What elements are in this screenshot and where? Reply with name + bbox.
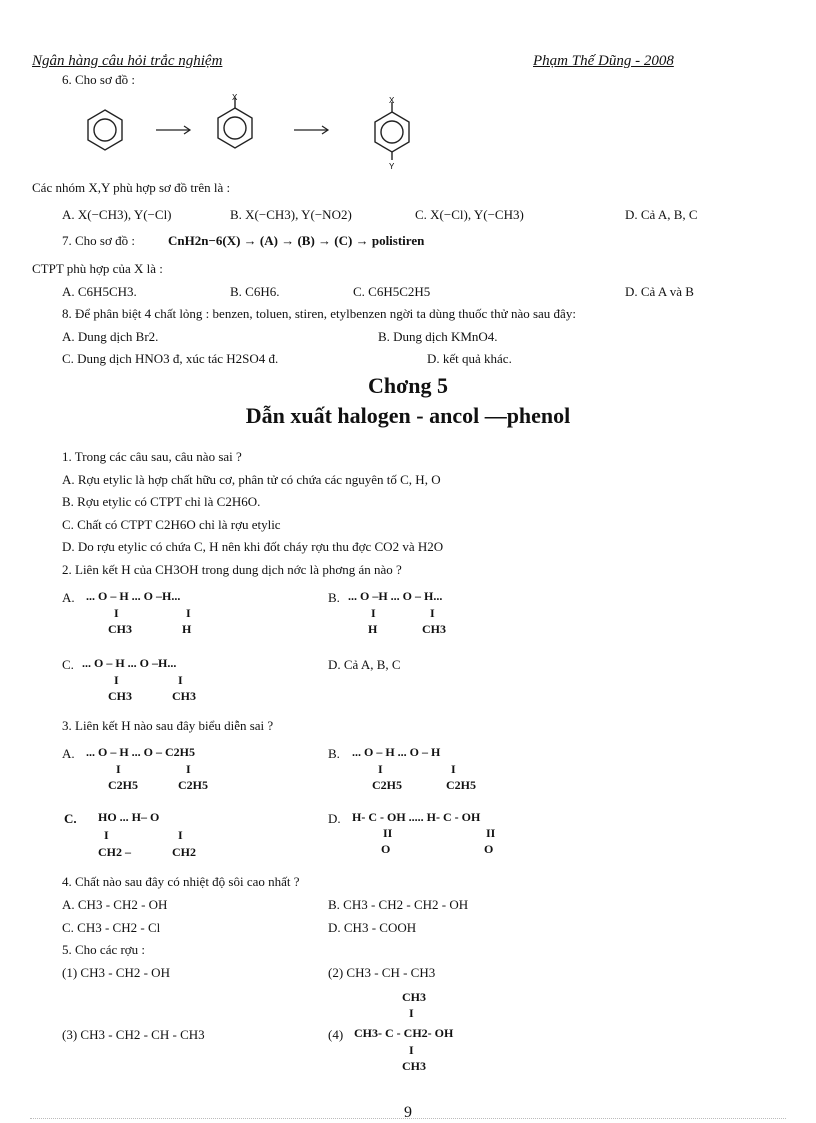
c5-item4-main: CH3- C - CH2- OH <box>354 1026 454 1040</box>
c1-option-c: C. Chất có CTPT C2H6O chỉ là rợu etylic <box>62 517 281 532</box>
c2-a-chain: ... O – H ... O –H... <box>86 589 181 603</box>
c3-b-sub1: C2H5 <box>372 778 402 792</box>
x-label-2: X <box>389 96 395 105</box>
c2-b-label: B. <box>328 590 340 605</box>
disubstituted-benzene-ring <box>375 102 409 160</box>
c1-option-d: D. Do rợu etylic có chứa C, H nên khi đốt cháy rợu thu đợc CO2 và H2O <box>62 539 444 554</box>
c3-b-bond1: I <box>378 762 383 776</box>
q7-scheme: CnH2n−6(X) → (A) → (B) → (C) → polistiren <box>168 233 425 248</box>
c3-d-double-bond1: II <box>383 826 393 840</box>
c3-b-label: B. <box>328 746 340 761</box>
q7-question: CTPT phù hợp của X là : <box>32 261 163 276</box>
c2-a-sub1: CH3 <box>108 622 132 636</box>
c3-d-sub1: O <box>381 842 391 856</box>
q6-question: Các nhóm X,Y phù hợp sơ đồ trên là : <box>32 180 231 195</box>
chapter-subtitle: Dẫn xuất halogen - ancol —phenol <box>245 403 571 428</box>
c2-a-label: A. <box>62 590 75 605</box>
c3-d-double-bond2: II <box>486 826 496 840</box>
c2-a-bond2: I <box>186 606 191 620</box>
c4-option-a: A. CH3 - CH2 - OH <box>62 897 168 912</box>
q6-prompt: 6. Cho sơ đồ : <box>62 72 135 87</box>
c5-item-4-label: (4) <box>328 1027 344 1042</box>
c2-c-chain: ... O – H ... O –H... <box>82 656 177 670</box>
c3-c-sub2: CH2 <box>172 845 196 859</box>
c3-c-chain: HO ... H– O <box>98 810 160 824</box>
c4-prompt: 4. Chất nào sau đây có nhiệt độ sôi cao nhất ? <box>62 874 300 889</box>
c3-d-label: D. <box>328 811 341 826</box>
c4-option-c: C. CH3 - CH2 - Cl <box>62 920 161 935</box>
c2-b-bond1: I <box>371 606 376 620</box>
benzene-ring <box>88 110 122 150</box>
c4-option-b: B. CH3 - CH2 - CH2 - OH <box>328 897 469 912</box>
c2-b-bond2: I <box>430 606 435 620</box>
c3-a-bond1: I <box>116 762 121 776</box>
c5-item-2: (2) CH3 - CH - CH3 <box>328 965 436 980</box>
q6-option-d: D. Cả A, B, C <box>625 207 698 222</box>
c2-c-bond1: I <box>114 673 119 687</box>
c3-a-chain: ... O – H ... O – C2H5 <box>86 745 196 759</box>
c1-option-b: B. Rợu etylic có CTPT chỉ là C2H6O. <box>62 494 261 509</box>
c3-d-sub2: O <box>484 842 494 856</box>
c3-b-bond2: I <box>451 762 456 776</box>
header-right: Phạm Thế Dũng - 2008 <box>533 53 674 69</box>
c5-item4-bottom: CH3 <box>402 1059 426 1073</box>
q7-option-b: B. C6H6. <box>230 284 280 299</box>
chapter-title: Chơng 5 <box>367 373 449 398</box>
c2-c-bond2: I <box>178 673 183 687</box>
arrow-2 <box>294 126 328 134</box>
c3-c-bond2: I <box>178 828 183 842</box>
q7-option-a: A. C6H5CH3. <box>62 284 137 299</box>
c5-item4-bond-bottom: I <box>409 1043 414 1057</box>
q6-option-b: B. X(−CH3), Y(−NO2) <box>230 207 352 222</box>
c2-c-sub1: CH3 <box>108 689 132 703</box>
c2-option-d: D. Cả A, B, C <box>328 657 401 672</box>
c2-a-bond1: I <box>114 606 119 620</box>
y-label: Y <box>389 162 395 171</box>
c2-c-sub2: CH3 <box>172 689 196 703</box>
c3-prompt: 3. Liên kết H nào sau đây biểu diễn sai ? <box>62 718 274 733</box>
c3-b-chain: ... O – H ... O – H <box>352 745 441 759</box>
q8-option-d: D. kết quả khác. <box>427 351 512 366</box>
c3-c-label: C. <box>64 811 77 826</box>
c1-prompt: 1. Trong các câu sau, câu nào sai ? <box>62 449 242 464</box>
q8-option-c: C. Dung dịch HNO3 đ, xúc tác H2SO4 đ. <box>62 351 279 366</box>
c3-b-sub2: C2H5 <box>446 778 476 792</box>
c3-d-chain: H- C - OH ..... H- C - OH <box>352 810 481 824</box>
c4-option-d: D. CH3 - COOH <box>328 920 417 935</box>
c3-a-label: A. <box>62 746 75 761</box>
c5-prompt: 5. Cho các rợu : <box>62 942 146 957</box>
footer-divider <box>30 1118 786 1119</box>
c5-item-3: (3) CH3 - CH2 - CH - CH3 <box>62 1027 205 1042</box>
c3-c-bond1: I <box>104 828 109 842</box>
q7-option-c: C. C6H5C2H5 <box>353 284 431 299</box>
c2-prompt: 2. Liên kết H của CH3OH trong dung dịch nớc là phơng án nào ? <box>62 562 402 577</box>
q8-prompt: 8. Để phân biệt 4 chất lỏng : benzen, toluen, stiren, etylbenzen ngời ta dùng thuốc thử nào sau đây: <box>62 306 576 321</box>
substituted-benzene-ring <box>218 98 252 148</box>
c1-option-a: A. Rợu etylic là hợp chất hữu cơ, phân tử có chứa các nguyên tố C, H, O <box>62 472 441 487</box>
q7-option-d: D. Cả A và B <box>625 284 694 299</box>
c5-item-1: (1) CH3 - CH2 - OH <box>62 965 170 980</box>
c2-c-label: C. <box>62 657 74 672</box>
q8-option-a: A. Dung dịch Br2. <box>62 329 159 344</box>
c3-a-sub2: C2H5 <box>178 778 208 792</box>
c5-item4-bond-top: I <box>409 1006 414 1020</box>
c5-item4-top: CH3 <box>402 990 426 1004</box>
q6-option-c: C. X(−Cl), Y(−CH3) <box>415 207 524 222</box>
c2-a-sub2: H <box>182 622 192 636</box>
c3-a-bond2: I <box>186 762 191 776</box>
q8-option-b: B. Dung dịch KMnO4. <box>378 329 498 344</box>
header-left: Ngân hàng câu hỏi trắc nghiệm <box>32 53 223 69</box>
c2-b-sub1: H <box>368 622 378 636</box>
c3-c-sub1: CH2 – <box>98 845 131 859</box>
page-number: 9 <box>404 1104 412 1121</box>
benzene-scheme-diagram <box>70 92 430 172</box>
c2-b-chain: ... O –H ... O – H... <box>348 589 443 603</box>
c3-a-sub1: C2H5 <box>108 778 138 792</box>
q6-option-a: A. X(−CH3), Y(−Cl) <box>62 207 172 222</box>
c2-b-sub2: CH3 <box>422 622 446 636</box>
q7-prompt: 7. Cho sơ đồ : <box>62 233 135 248</box>
arrow-1 <box>156 126 190 134</box>
x-label-1: X <box>232 93 238 102</box>
